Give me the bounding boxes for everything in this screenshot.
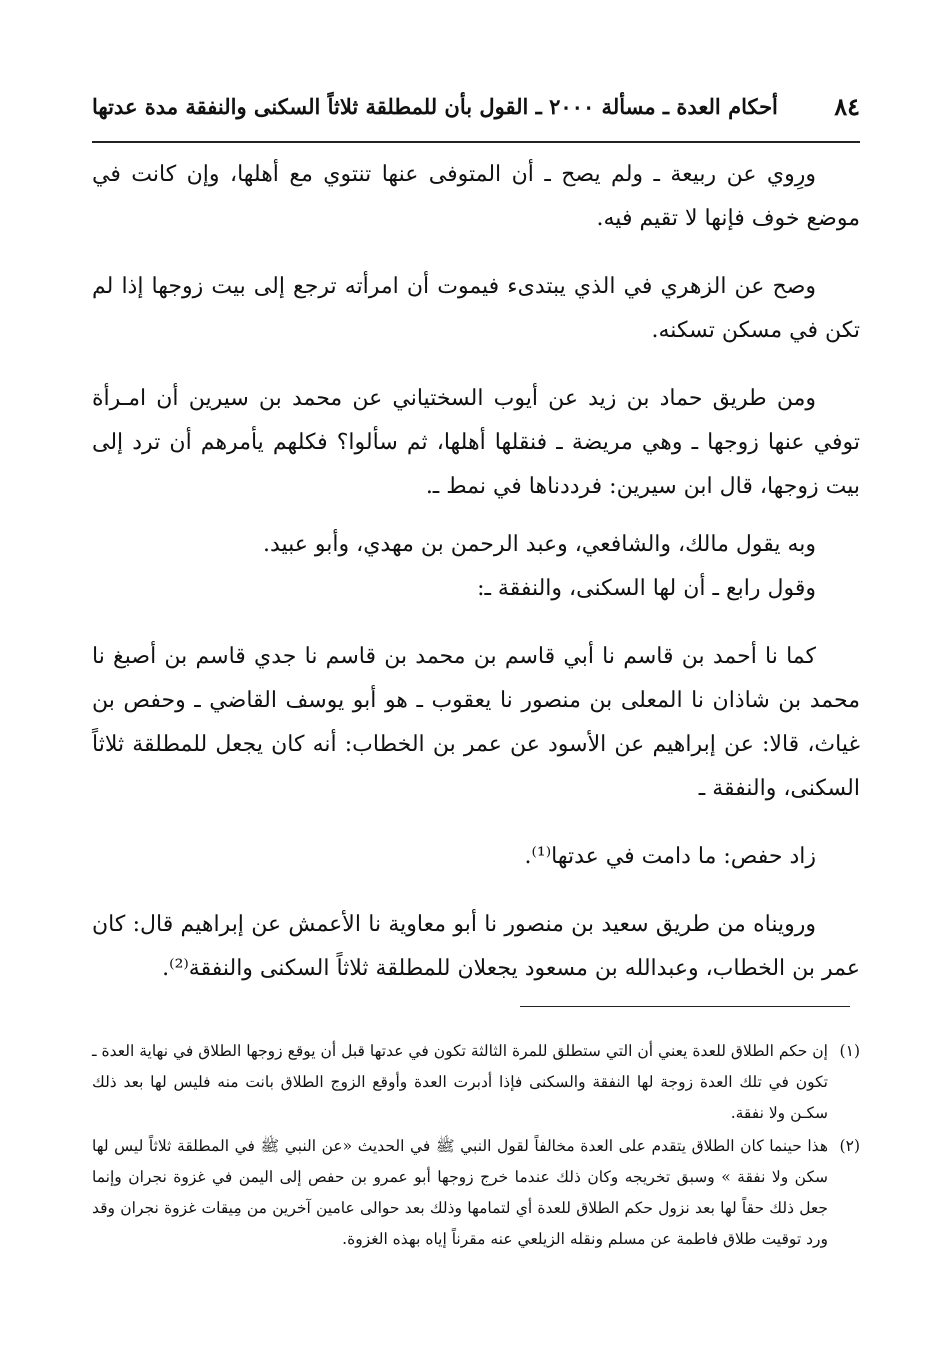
paragraph: ورِوي عن ربيعة ـ ولم يصح ـ أن المتوفى عنها تنتوي مع أهلها، وإن كانت في موضع خوف فإنها لا تقيم فيه. xyxy=(92,162,860,231)
footnote-text: هذا حينما كان الطلاق يتقدم على العدة مخالفاً لقول النبي ﷺ في الحديث «عن النبي ﷺ في المطلقة ثلاثاً ليس لها سكن ولا نفقة » وسبق تخريجه وكان ذلك عندما خرج زوجها أبو عمرو بن حفص إلى اليمن في غزوة نجران وإنما جعل ذلك حقاً لها بعد نزول حكم الطلاق للعدة أي لتمامها وذلك بعد حوالى عامين آخرين من مِيقات غزوة نجران وقد ورد توقيت طلاق فاطمة عن مسلم ونقله الزيلعي عنه مقرناً إياه بهذه الغزوة. xyxy=(92,1137,828,1248)
paragraph: وقول رابع ـ أن لها السكنى، والنفقة ـ: xyxy=(477,576,816,601)
paragraph: ومن طريق حماد بن زيد عن أيوب السختياني عن محمد بن سيرين أن امـرأة توفي عنها زوجها ـ وهي مريضة ـ فنقلها أهلها، ثم سألوا؟ فكلهم يأمرهم أن ترد إلى بيت زوجها، قال ابن سيرين: فرددناها في نمط ـ. xyxy=(92,386,860,499)
page-header xyxy=(92,82,860,130)
page-number: ٨٤ xyxy=(834,91,860,121)
paragraph: زاد حفص: ما دامت في عدتها⁽¹⁾. xyxy=(524,844,816,869)
main-text xyxy=(92,153,860,991)
footnote-number: (٢) xyxy=(839,1137,860,1155)
paragraph: وصح عن الزهري في الذي يبتدىء فيموت أن امرأته ترجع إلى بيت زوجها إذا لم تكن في مسكن تسكنه. xyxy=(92,274,860,343)
footnote-number: (١) xyxy=(839,1042,860,1060)
footnote-divider xyxy=(520,1006,850,1007)
footnotes xyxy=(92,1036,860,1255)
footnote xyxy=(92,1036,860,1129)
running-title: أحكام العدة ـ مسألة ٢٠٠٠ ـ القول بأن للمطلقة ثلاثاً السكنى والنفقة مدة عدتها xyxy=(92,93,778,119)
footnote-text: إن حكم الطلاق للعدة يعني أن التي ستطلق للمرة الثالثة تكون في عدتها قبل أن يوقع زوجها الطلاق في نهاية العدة ـ تكون في تلك العدة زوجة لها النفقة والسكنى فإذا أدبرت العدة وأوقع الزوج الطلاق بانت منه فليس لها بعد ذلك سكـن ولا نفقة. xyxy=(92,1042,828,1122)
footnote xyxy=(92,1131,860,1255)
paragraph: كما نا أحمد بن قاسم نا أبي قاسم بن محمد بن قاسم نا جدي قاسم بن أصبغ نا محمد بن شاذان نا المعلى بن منصور نا يعقوب ـ هو أبو يوسف القاضي ـ وحفص بن غياث، قالا: عن إبراهيم عن الأسود عن عمر بن الخطاب: أنه كان يجعل للمطلقة ثلاثاً السكنى، والنفقة ـ xyxy=(92,644,860,801)
paragraph: وبه يقول مالك، والشافعي، وعبد الرحمن بن مهدي، وأبو عبيد. xyxy=(262,532,816,557)
paragraph: ورويناه من طريق سعيد بن منصور نا أبو معاوية نا الأعمش عن إبراهيم قال: كان عمر بن الخطاب، وعبدالله بن مسعود يجعلان للمطلقة ثلاثاً السكنى والنفقة⁽²⁾. xyxy=(92,912,860,981)
header-divider xyxy=(92,141,860,143)
